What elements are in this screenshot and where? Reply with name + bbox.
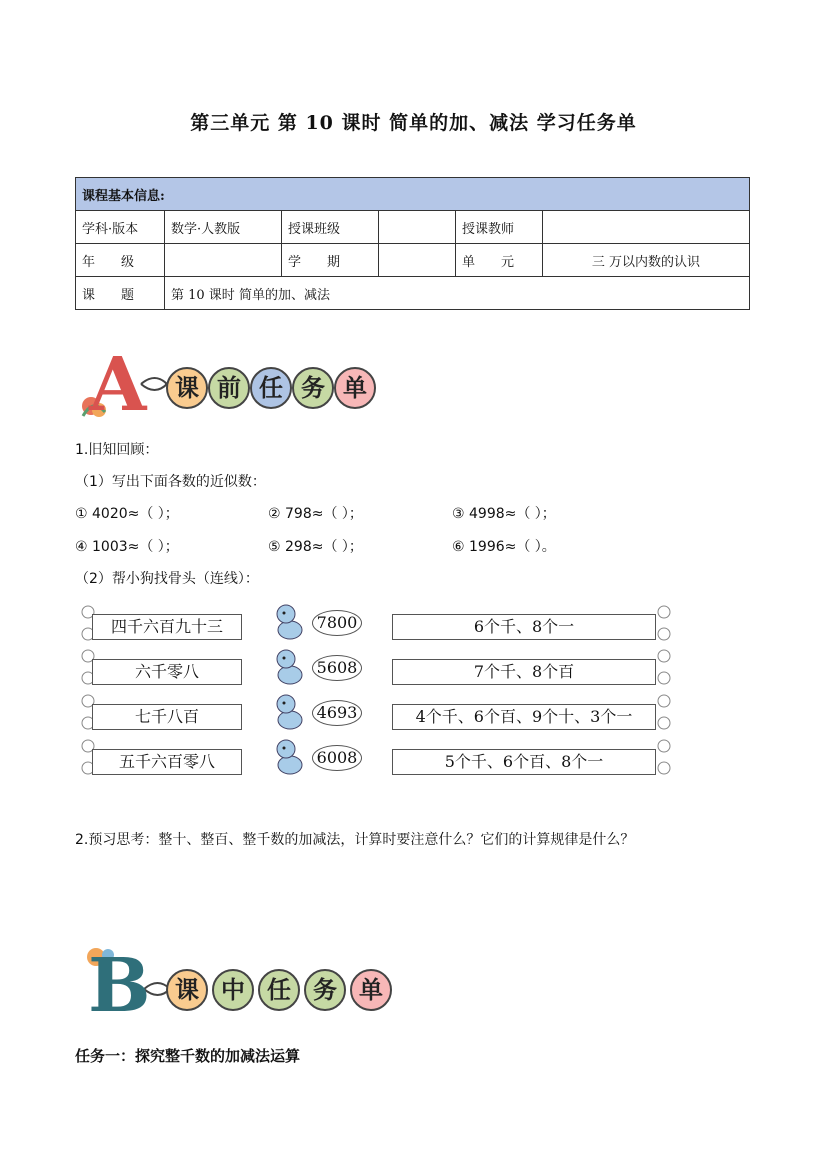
dog-icon: [270, 735, 310, 779]
dog-icon: [270, 600, 310, 644]
q2-preview-question: 2.预习思考：整十、整百、整千数的加减法，计算时要注意什么？它们的计算规律是什么？: [75, 832, 635, 848]
cell-topic-label: 课 题: [76, 277, 165, 310]
course-info-table: [75, 177, 750, 310]
task1-heading: 任务一：探究整千数的加减法运算: [75, 1047, 301, 1065]
q1-sub1: （1）写出下面各数的近似数：: [75, 474, 266, 490]
cell-teacher-value[interactable]: [543, 211, 750, 244]
section-b-banner: [78, 943, 418, 1029]
left-bone-4[interactable]: 五千六百零八: [92, 749, 242, 775]
section-a-char-2: 前: [208, 367, 250, 409]
right-bone-3[interactable]: 4个千、6个百、9个十、3个一: [392, 704, 656, 730]
cell-subject-value: 数学·人教版: [165, 211, 282, 244]
cell-grade-value[interactable]: [165, 244, 282, 277]
page-title: 第三单元 第 10 课时 简单的加、减法 学习任务单: [190, 112, 637, 134]
section-a-char-5: 单: [334, 367, 376, 409]
approx-item-2[interactable]: ② 798≈（ ）；: [268, 506, 363, 522]
info-table-header: 课程基本信息:: [76, 178, 750, 211]
left-bone-1[interactable]: 四千六百九十三: [92, 614, 242, 640]
dog-number-4[interactable]: 6008: [312, 745, 362, 771]
section-b-char-4: 务: [304, 969, 346, 1011]
dog-icon: [270, 645, 310, 689]
cell-grade-label: 年 级: [76, 244, 165, 277]
approx-item-3[interactable]: ③ 4998≈（ ）；: [452, 506, 556, 522]
cell-class-value[interactable]: [379, 211, 456, 244]
dog-icon: [270, 690, 310, 734]
section-b-char-3: 任: [258, 969, 300, 1011]
approx-item-1[interactable]: ① 4020≈（ ）；: [75, 506, 179, 522]
cell-unit-value: 三 万以内数的认识: [543, 244, 750, 277]
approx-item-4[interactable]: ④ 1003≈（ ）；: [75, 539, 179, 555]
approx-item-6[interactable]: ⑥ 1996≈（ ）。: [452, 539, 556, 555]
cell-class-label: 授课班级: [282, 211, 379, 244]
section-a-letter: A: [89, 342, 147, 428]
q1-heading: 1.旧知回顾：: [75, 442, 159, 458]
cell-unit-label: 单 元: [456, 244, 543, 277]
dog-number-1[interactable]: 7800: [312, 610, 362, 636]
section-b-char-2: 中: [212, 969, 254, 1011]
right-bone-end-icon: [650, 604, 676, 644]
q1-sub2: （2）帮小狗找骨头（连线）：: [75, 571, 259, 587]
left-bone-2[interactable]: 六千零八: [92, 659, 242, 685]
section-a-char-1: 课: [166, 367, 208, 409]
approx-item-5[interactable]: ⑤ 298≈（ ）；: [268, 539, 363, 555]
right-bone-end-icon: [650, 738, 676, 778]
cell-subject-label: 学科·版本: [76, 211, 165, 244]
cell-term-value[interactable]: [379, 244, 456, 277]
section-a-char-3: 任: [250, 367, 292, 409]
section-b-char-1: 课: [166, 969, 208, 1011]
section-b-char-5: 单: [350, 969, 392, 1011]
right-bone-2[interactable]: 7个千、8个百: [392, 659, 656, 685]
cell-topic-value: 第 10 课时 简单的加、减法: [165, 277, 750, 310]
right-bone-end-icon: [650, 648, 676, 688]
right-bone-4[interactable]: 5个千、6个百、8个一: [392, 749, 656, 775]
section-a-char-4: 务: [292, 367, 334, 409]
dog-number-3[interactable]: 4693: [312, 700, 362, 726]
bone-matching-area: [78, 600, 678, 780]
dog-number-2[interactable]: 5608: [312, 655, 362, 681]
section-b-letter: B: [88, 943, 151, 1029]
cell-teacher-label: 授课教师: [456, 211, 543, 244]
right-bone-end-icon: [650, 693, 676, 733]
section-a-banner: [75, 342, 415, 428]
right-bone-1[interactable]: 6个千、8个一: [392, 614, 656, 640]
left-bone-3[interactable]: 七千八百: [92, 704, 242, 730]
cell-term-label: 学 期: [282, 244, 379, 277]
